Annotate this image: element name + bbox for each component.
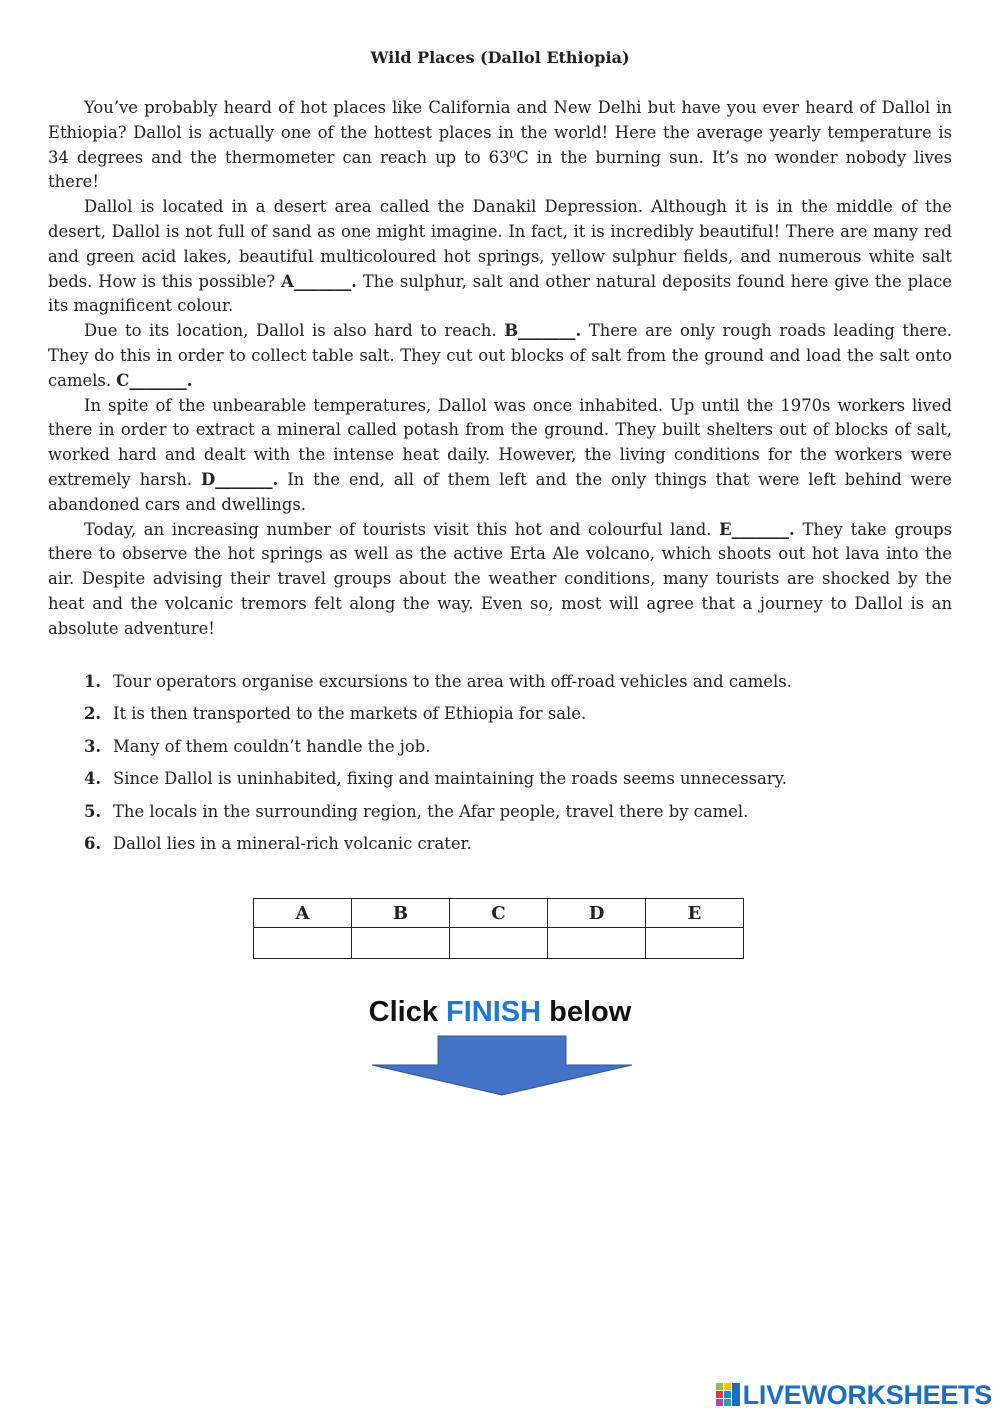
- option-item: 2. It is then transported to the markets of Ethiopia for sale.: [84, 704, 587, 724]
- answer-header-e: E: [646, 899, 744, 928]
- gap-b: B_______.: [504, 321, 582, 341]
- answer-table-input-row: [254, 928, 744, 959]
- sentence-options: [84, 670, 964, 864]
- logo-icon: [715, 1382, 741, 1408]
- gap-e: E_______.: [719, 519, 795, 539]
- gap-a: A_______.: [281, 271, 357, 291]
- reading-passage: [48, 96, 952, 642]
- finish-highlight: FINISH: [446, 996, 542, 1028]
- answer-input-b[interactable]: [352, 928, 450, 959]
- answer-header-b: B: [352, 899, 450, 928]
- paragraph-3: Due to its location, Dallol is also hard to reach. B_______. There are only rough roads leading there. They do this in order to collect table salt. They cut out blocks of salt from the ground and load the salt onto camels. C_______.: [48, 321, 952, 390]
- gap-d: D_______.: [200, 469, 279, 489]
- option-item: 5. The locals in the surrounding region, the Afar people, travel there by camel.: [84, 801, 749, 821]
- option-item: 1. Tour operators organise excursions to the area with off-road vehicles and camels.: [84, 672, 792, 691]
- answer-input-e[interactable]: [646, 928, 744, 959]
- option-item: 6. Dallol lies in a mineral-rich volcanic crater.: [84, 833, 472, 853]
- answer-table: [253, 898, 744, 959]
- option-item: 4. Since Dallol is uninhabited, fixing and maintaining the roads seems unnecessary.: [84, 769, 787, 789]
- answer-input-a[interactable]: [254, 928, 352, 959]
- paragraph-5: Today, an increasing number of tourists visit this hot and colourful land. E_______. They take groups there to observe the hot springs as well as the active Erta Ale volcano, which shoots out hot lava into the air. Despite advising their travel groups about the weather conditions, many tourists are shocked by the heat and the volcanic tremors felt along the way. Even so, most will agree that a journey to Dallol is an absolute adventure!: [48, 519, 952, 638]
- paragraph-4: In spite of the unbearable temperatures, Dallol was once inhabited. Up until the 1970s workers lived there in order to extract a mineral called potash from the ground. They built shelters out of blocks of salt, worked hard and dealt with the intense heat daily. However, the living conditions for the workers were extremely harsh. D_______. In the end, all of them left and the only things that were left behind were abandoned cars and dwellings.: [48, 395, 952, 514]
- liveworksheets-logo: [715, 1379, 992, 1411]
- answer-input-d[interactable]: [548, 928, 646, 959]
- answer-header-d: D: [548, 899, 646, 928]
- brand-name: LIVEWORKSHEETS: [742, 1379, 992, 1410]
- answer-table-header-row: [254, 899, 744, 928]
- answer-header-c: C: [450, 899, 548, 928]
- gap-c: C_______.: [116, 370, 193, 390]
- answer-header-a: A: [254, 899, 352, 928]
- option-item: 3. Many of them couldn’t handle the job.: [84, 736, 431, 756]
- worksheet-title: Wild Places (Dallol Ethiopia): [370, 48, 630, 67]
- finish-instruction: Click FINISH below: [368, 996, 632, 1028]
- down-arrow-icon: [370, 1035, 634, 1097]
- paragraph-2: Dallol is located in a desert area called the Danakil Depression. Although it is in the middle of the desert, Dallol is not full of sand as one might imagine. In fact, it is incredibly beautiful! There are many red and green acid lakes, beautiful multicoloured hot springs, yellow sulphur fields, and numerous white salt beds. How is this possible? A_______. The sulphur, salt and other natural deposits found here give the place its magnificent colour.: [48, 197, 952, 316]
- paragraph-1: You’ve probably heard of hot places like California and New Delhi but have you ever heard of Dallol in Ethiopia? Dallol is actually one of the hottest places in the world! Here the average yearly temperature is 34 degrees and the thermometer can reach up to 63⁰C in the burning sun. It’s no wonder nobody lives there!: [48, 98, 952, 192]
- answer-input-c[interactable]: [450, 928, 548, 959]
